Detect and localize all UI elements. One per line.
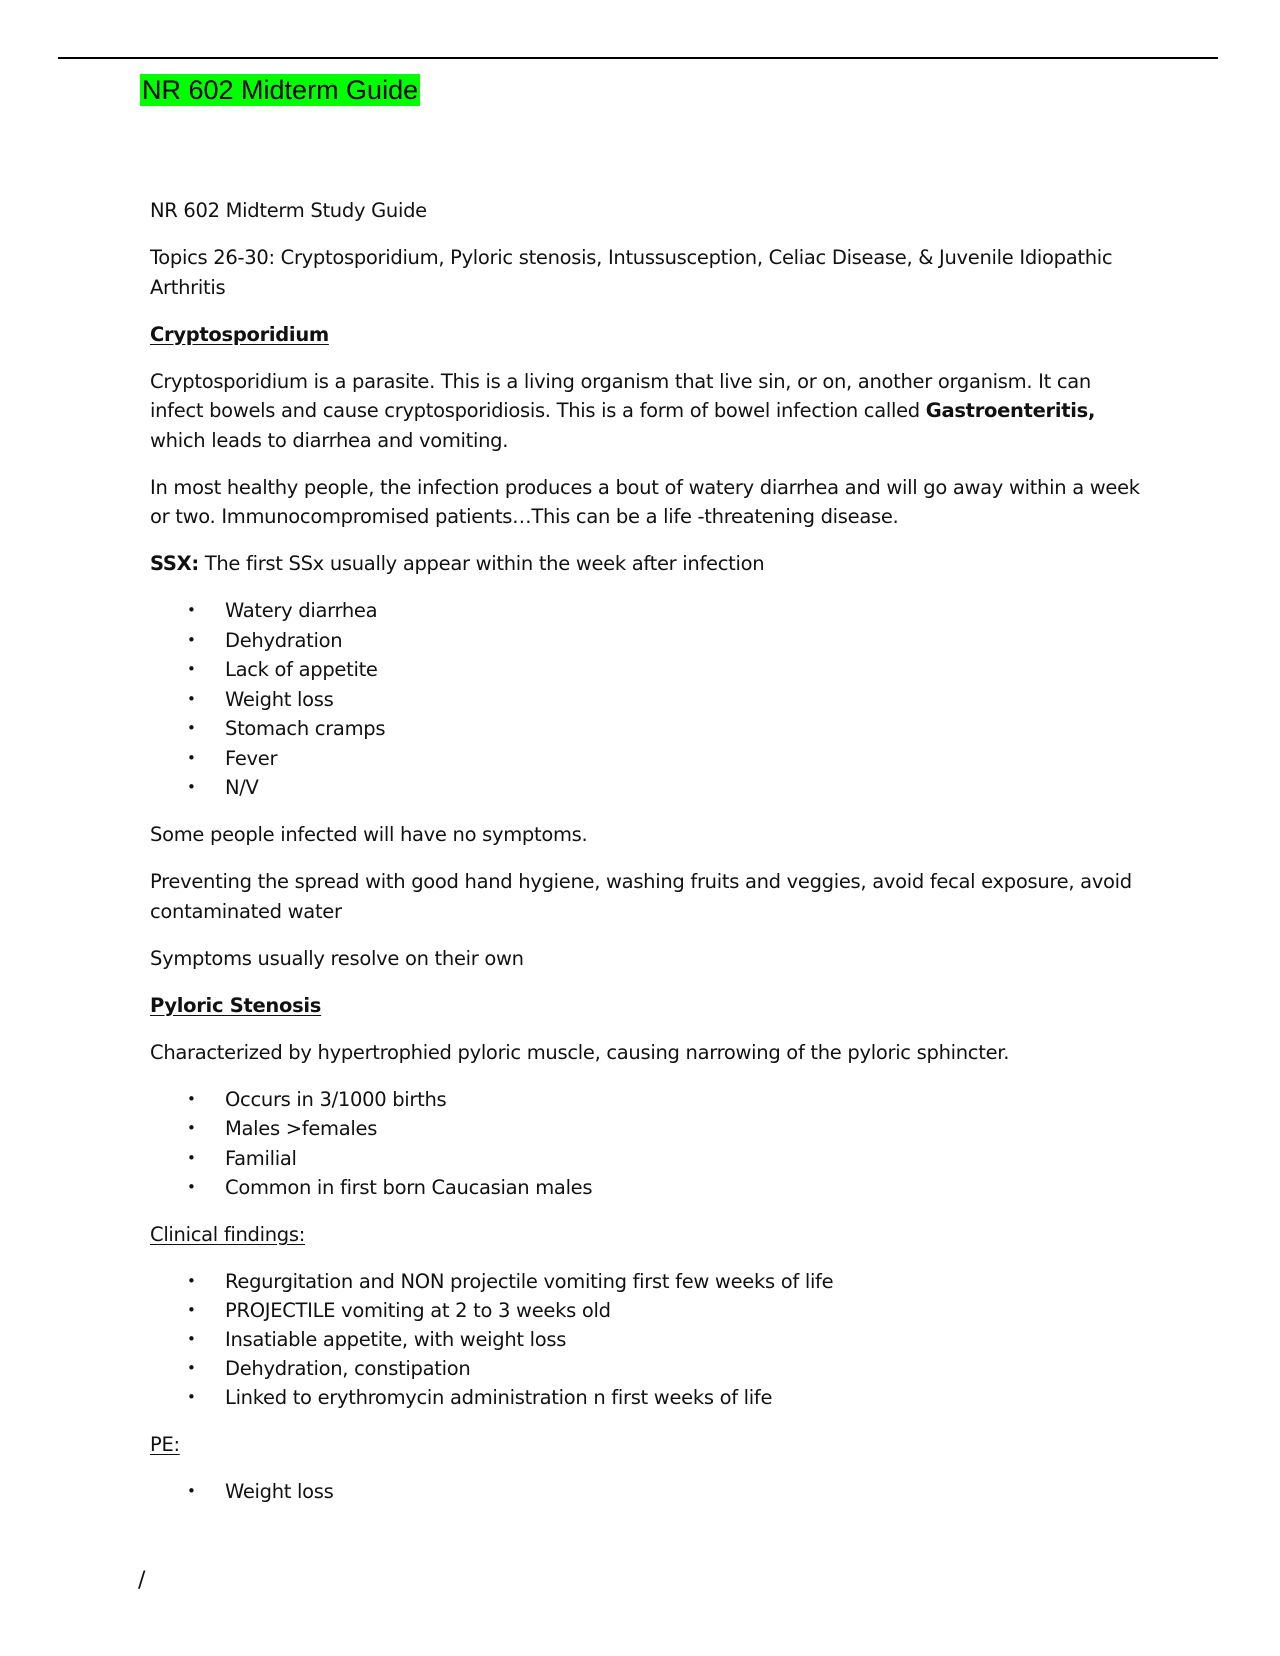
bullet-icon: • (187, 778, 196, 796)
cryptosporidium-course: In most healthy people, the infection produces a bout of watery diarrhea and will go away within a week or two. Immunocompromised patients…This can be a life -threatening disease. (150, 475, 1140, 528)
ssx-label: SSX: (150, 552, 199, 575)
list-item-text: Linked to erythromycin administration n first weeks of life (225, 1386, 773, 1409)
list-item-text: Stomach cramps (225, 717, 386, 740)
list-item-text: PROJECTILE vomiting at 2 to 3 weeks old (225, 1299, 611, 1322)
bullet-icon: • (187, 601, 196, 619)
list-item-text: Weight loss (225, 687, 334, 711)
list-item (150, 596, 1140, 626)
bullet-icon: • (187, 1330, 196, 1348)
header-rule (58, 57, 1218, 59)
bullet-icon: • (187, 1178, 196, 1196)
list-item (150, 685, 1140, 715)
bullet-icon: • (187, 1119, 196, 1137)
list-item (150, 1114, 1140, 1144)
list-item-text: Occurs in 3/1000 births (225, 1087, 447, 1111)
document-header-title: NR 602 Midterm Guide (142, 75, 419, 105)
list-item-text: Watery diarrhea (225, 599, 378, 622)
bullet-icon: • (187, 1272, 196, 1290)
definition-text-end: which leads to diarrhea and vomiting. (150, 428, 509, 452)
list-item (150, 744, 1140, 774)
list-item-text: Lack of appetite (225, 658, 378, 681)
bullet-icon: • (187, 1301, 196, 1319)
list-item (150, 1354, 1140, 1383)
pe-findings-list (150, 1477, 1140, 1507)
bullet-icon: • (187, 748, 196, 767)
pyloric-facts-list (150, 1085, 1140, 1203)
clinical-findings-list (150, 1267, 1140, 1412)
list-item (150, 1383, 1140, 1412)
footer-mark: / (138, 1568, 146, 1593)
bullet-icon: • (187, 1359, 196, 1377)
list-item-text: Fever (225, 746, 278, 770)
list-item (150, 1296, 1140, 1325)
pe-heading: PE: (150, 1432, 180, 1456)
list-item-text: Dehydration (225, 628, 343, 652)
list-item (150, 1325, 1140, 1354)
ssx-text: The first SSx usually appear within the week after infection (198, 552, 765, 575)
list-item (150, 1144, 1140, 1174)
list-item-text: Insatiable appetite, with weight loss (225, 1328, 567, 1351)
bullet-icon: • (187, 1481, 196, 1500)
gastroenteritis-term: Gastroenteritis, (925, 399, 1096, 422)
bullet-icon: • (187, 1388, 196, 1406)
list-item (150, 1085, 1140, 1115)
list-item-text: Common in first born Caucasian males (225, 1176, 593, 1199)
section-heading-cryptosporidium: Cryptosporidium (150, 322, 329, 346)
cryptosporidium-definition (150, 367, 1140, 456)
bullet-icon: • (187, 660, 196, 678)
list-item (150, 714, 1140, 744)
topics-line: Topics 26-30: Cryptosporidium, Pyloric stenosis, Intussusception, Celiac Disease, & Juvenile Idiopathic Arthritis (150, 246, 1113, 299)
list-item-text: Regurgitation and NON projectile vomiting first few weeks of life (225, 1270, 834, 1293)
resolution-note: Symptoms usually resolve on their own (150, 946, 524, 970)
bullet-icon: • (187, 719, 196, 737)
list-item (150, 773, 1140, 803)
definition-text-start: Cryptosporidium is a parasite. This is a living organism that live sin, or on, another organism. It can infect bowels and cause cryptosporidiosis. This is a form of bowel infection called (150, 369, 1091, 422)
list-item (150, 1477, 1140, 1507)
study-guide-title: NR 602 Midterm Study Guide (150, 199, 427, 222)
bullet-icon: • (187, 630, 196, 649)
prevention-note: Preventing the spread with good hand hygiene, washing fruits and veggies, avoid fecal exposure, avoid contaminated water (150, 870, 1132, 923)
symptom-list (150, 596, 1140, 803)
bullet-icon: • (187, 1148, 196, 1167)
bullet-icon: • (187, 1089, 196, 1108)
pyloric-stenosis-description: Characterized by hypertrophied pyloric muscle, causing narrowing of the pyloric sphincter. (150, 1040, 1010, 1064)
list-item (150, 655, 1140, 685)
list-item (150, 1173, 1140, 1203)
no-symptoms-note: Some people infected will have no symptoms. (150, 823, 588, 846)
list-item-text: Males >females (225, 1117, 378, 1140)
list-item (150, 626, 1140, 656)
section-heading-pyloric-stenosis: Pyloric Stenosis (150, 993, 322, 1017)
list-item-text: Weight loss (225, 1479, 334, 1503)
list-item (150, 1267, 1140, 1296)
list-item-text: Dehydration, constipation (225, 1357, 471, 1380)
document-body (150, 196, 1140, 1524)
ssx-line (150, 549, 1140, 579)
list-item-text: N/V (225, 776, 259, 799)
list-item-text: Familial (225, 1146, 297, 1170)
bullet-icon: • (187, 689, 196, 708)
clinical-findings-heading: Clinical findings: (150, 1223, 306, 1246)
